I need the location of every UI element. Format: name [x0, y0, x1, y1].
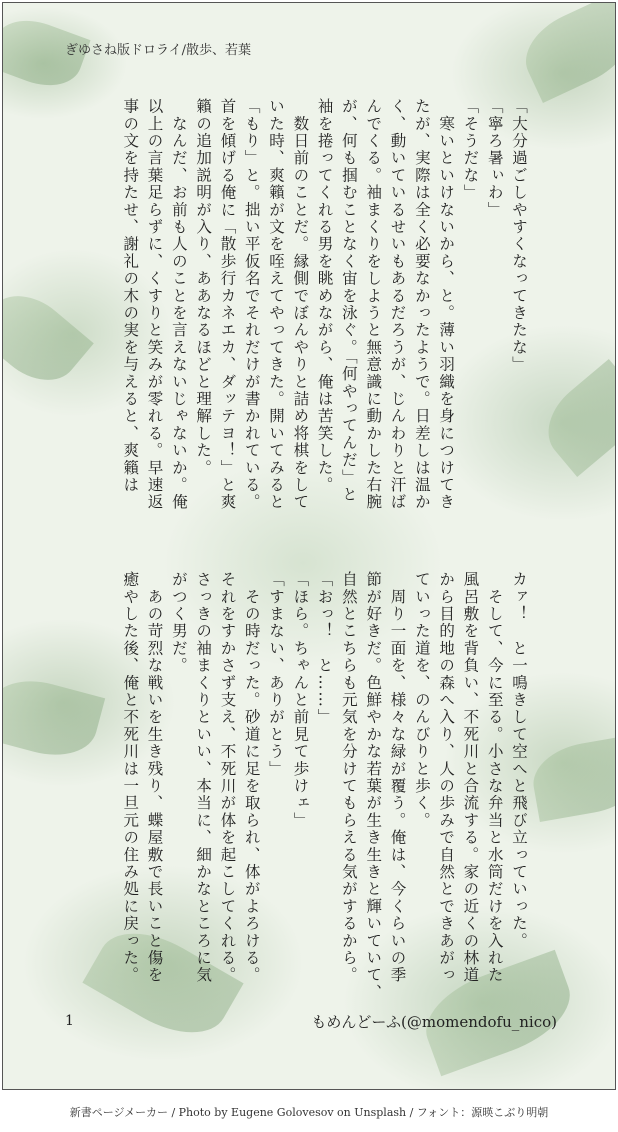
text-line: 数日前のことだ。縁側でぼんやりと詰め将棋をして — [291, 98, 310, 511]
leaf-decoration — [2, 279, 94, 397]
text-line: 寒いといけないから、と。薄い羽織を身につけてき — [437, 98, 456, 511]
text-line: 袖を捲ってくれる男を眺めながら、俺は苦笑した。 — [315, 98, 334, 494]
text-line: 自然とこちらも元気を分けてもらえる気がするから。 — [339, 571, 358, 984]
page-header: ぎゆさね版ドロライ/散歩、若葉 — [65, 43, 251, 58]
text-line: 風呂敷を背負い、不死川と合流する。家の近くの林道 — [461, 571, 480, 984]
leaf-decoration — [532, 359, 616, 477]
text-line: その時だった。砂道に足を取られ、体がよろける。 — [242, 571, 261, 984]
text-line: いた時、爽籟が文を咥えてやってきた。開いてみると — [267, 98, 286, 511]
text-line: から目的地の森へ入り、人の歩みで自然とできあがっ — [437, 571, 456, 984]
author-credit: もめんどーふ(@momendofu_nico) — [311, 1013, 557, 1031]
text-line: 癒やした後、俺と不死川は一旦元の住み処に戻った。 — [121, 571, 140, 984]
text-line: 「おっ！ と……」 — [315, 571, 334, 726]
text-line: 首を傾げる俺に「散歩行カネエカ、ダッテヨ！」と爽 — [218, 98, 237, 511]
leaf-decoration — [528, 734, 616, 822]
text-line: 「寧ろ暑ぃわ」 — [485, 98, 504, 219]
text-line: そして、今に至る。小さな弁当と水筒だけを入れた — [485, 571, 504, 984]
text-line: く、動いているせいもあるだろうが、じんわりと汗ば — [388, 98, 407, 511]
text-line: たが、実際は全く必要なかったようで。日差しは温か — [412, 98, 431, 511]
leaf-decoration — [513, 2, 616, 103]
text-line: ていった道を、のんびりと歩く。 — [412, 571, 431, 829]
text-line: さっきの袖まくりといい、本当に、細かなところに気 — [194, 571, 213, 984]
text-line: 事の文を持たせ、謝礼の木の実を与えると、爽籟は — [121, 98, 140, 494]
text-line: が、何も掴むことなく宙を泳ぐ。「何やってんだ」と — [339, 98, 358, 504]
text-line: それをすかさず支え、不死川が体を起こしてくれる。 — [218, 571, 237, 984]
text-line: がつく男だ。 — [169, 571, 188, 675]
text-line: 籟の追加説明が入り、ああなるほどと理解した。 — [194, 98, 213, 477]
text-line: 節が好きだ。色鮮やかな若葉が生き生きと輝いていて、 — [364, 571, 383, 1001]
footer-credit: 新書ページメーカー / Photo by Eugene Golovesov on Unsplash / フォント：源暎こぶり明朝 — [69, 1106, 549, 1119]
text-column-bottom — [118, 571, 531, 1001]
text-line: あの苛烈な戦いを生き残り、蝶屋敷で長いこと傷を — [145, 571, 164, 984]
text-line: んでくる。袖まくりをしようと無意識に動かした右腕 — [364, 98, 383, 511]
novel-page — [2, 2, 616, 1090]
text-column-top — [118, 98, 531, 528]
text-line: 「大分過ごしやすくなってきたな」 — [510, 98, 528, 374]
text-line: 「すまない、ありがとう」 — [267, 571, 286, 778]
text-line: カァ！ と一鳴きして空へと飛び立っていった。 — [510, 571, 528, 950]
text-line: 「もり」と。拙い平仮名でそれだけが書かれている。 — [242, 98, 261, 511]
text-line: 「ほら。ちゃんと前見て歩けェ」 — [291, 571, 310, 829]
page-number: 1 — [65, 1013, 74, 1029]
text-line: 周り一面を、様々な緑が覆う。俺は、今くらいの季 — [388, 571, 407, 984]
text-line: 以上の言葉足らずに、くすりと笑みが零れる。早速返 — [145, 98, 164, 511]
text-line: 「そうだな」 — [461, 98, 480, 202]
text-line: なんだ、お前も人のことを言えないじゃないか。俺 — [169, 98, 188, 511]
leaf-decoration — [2, 670, 105, 766]
